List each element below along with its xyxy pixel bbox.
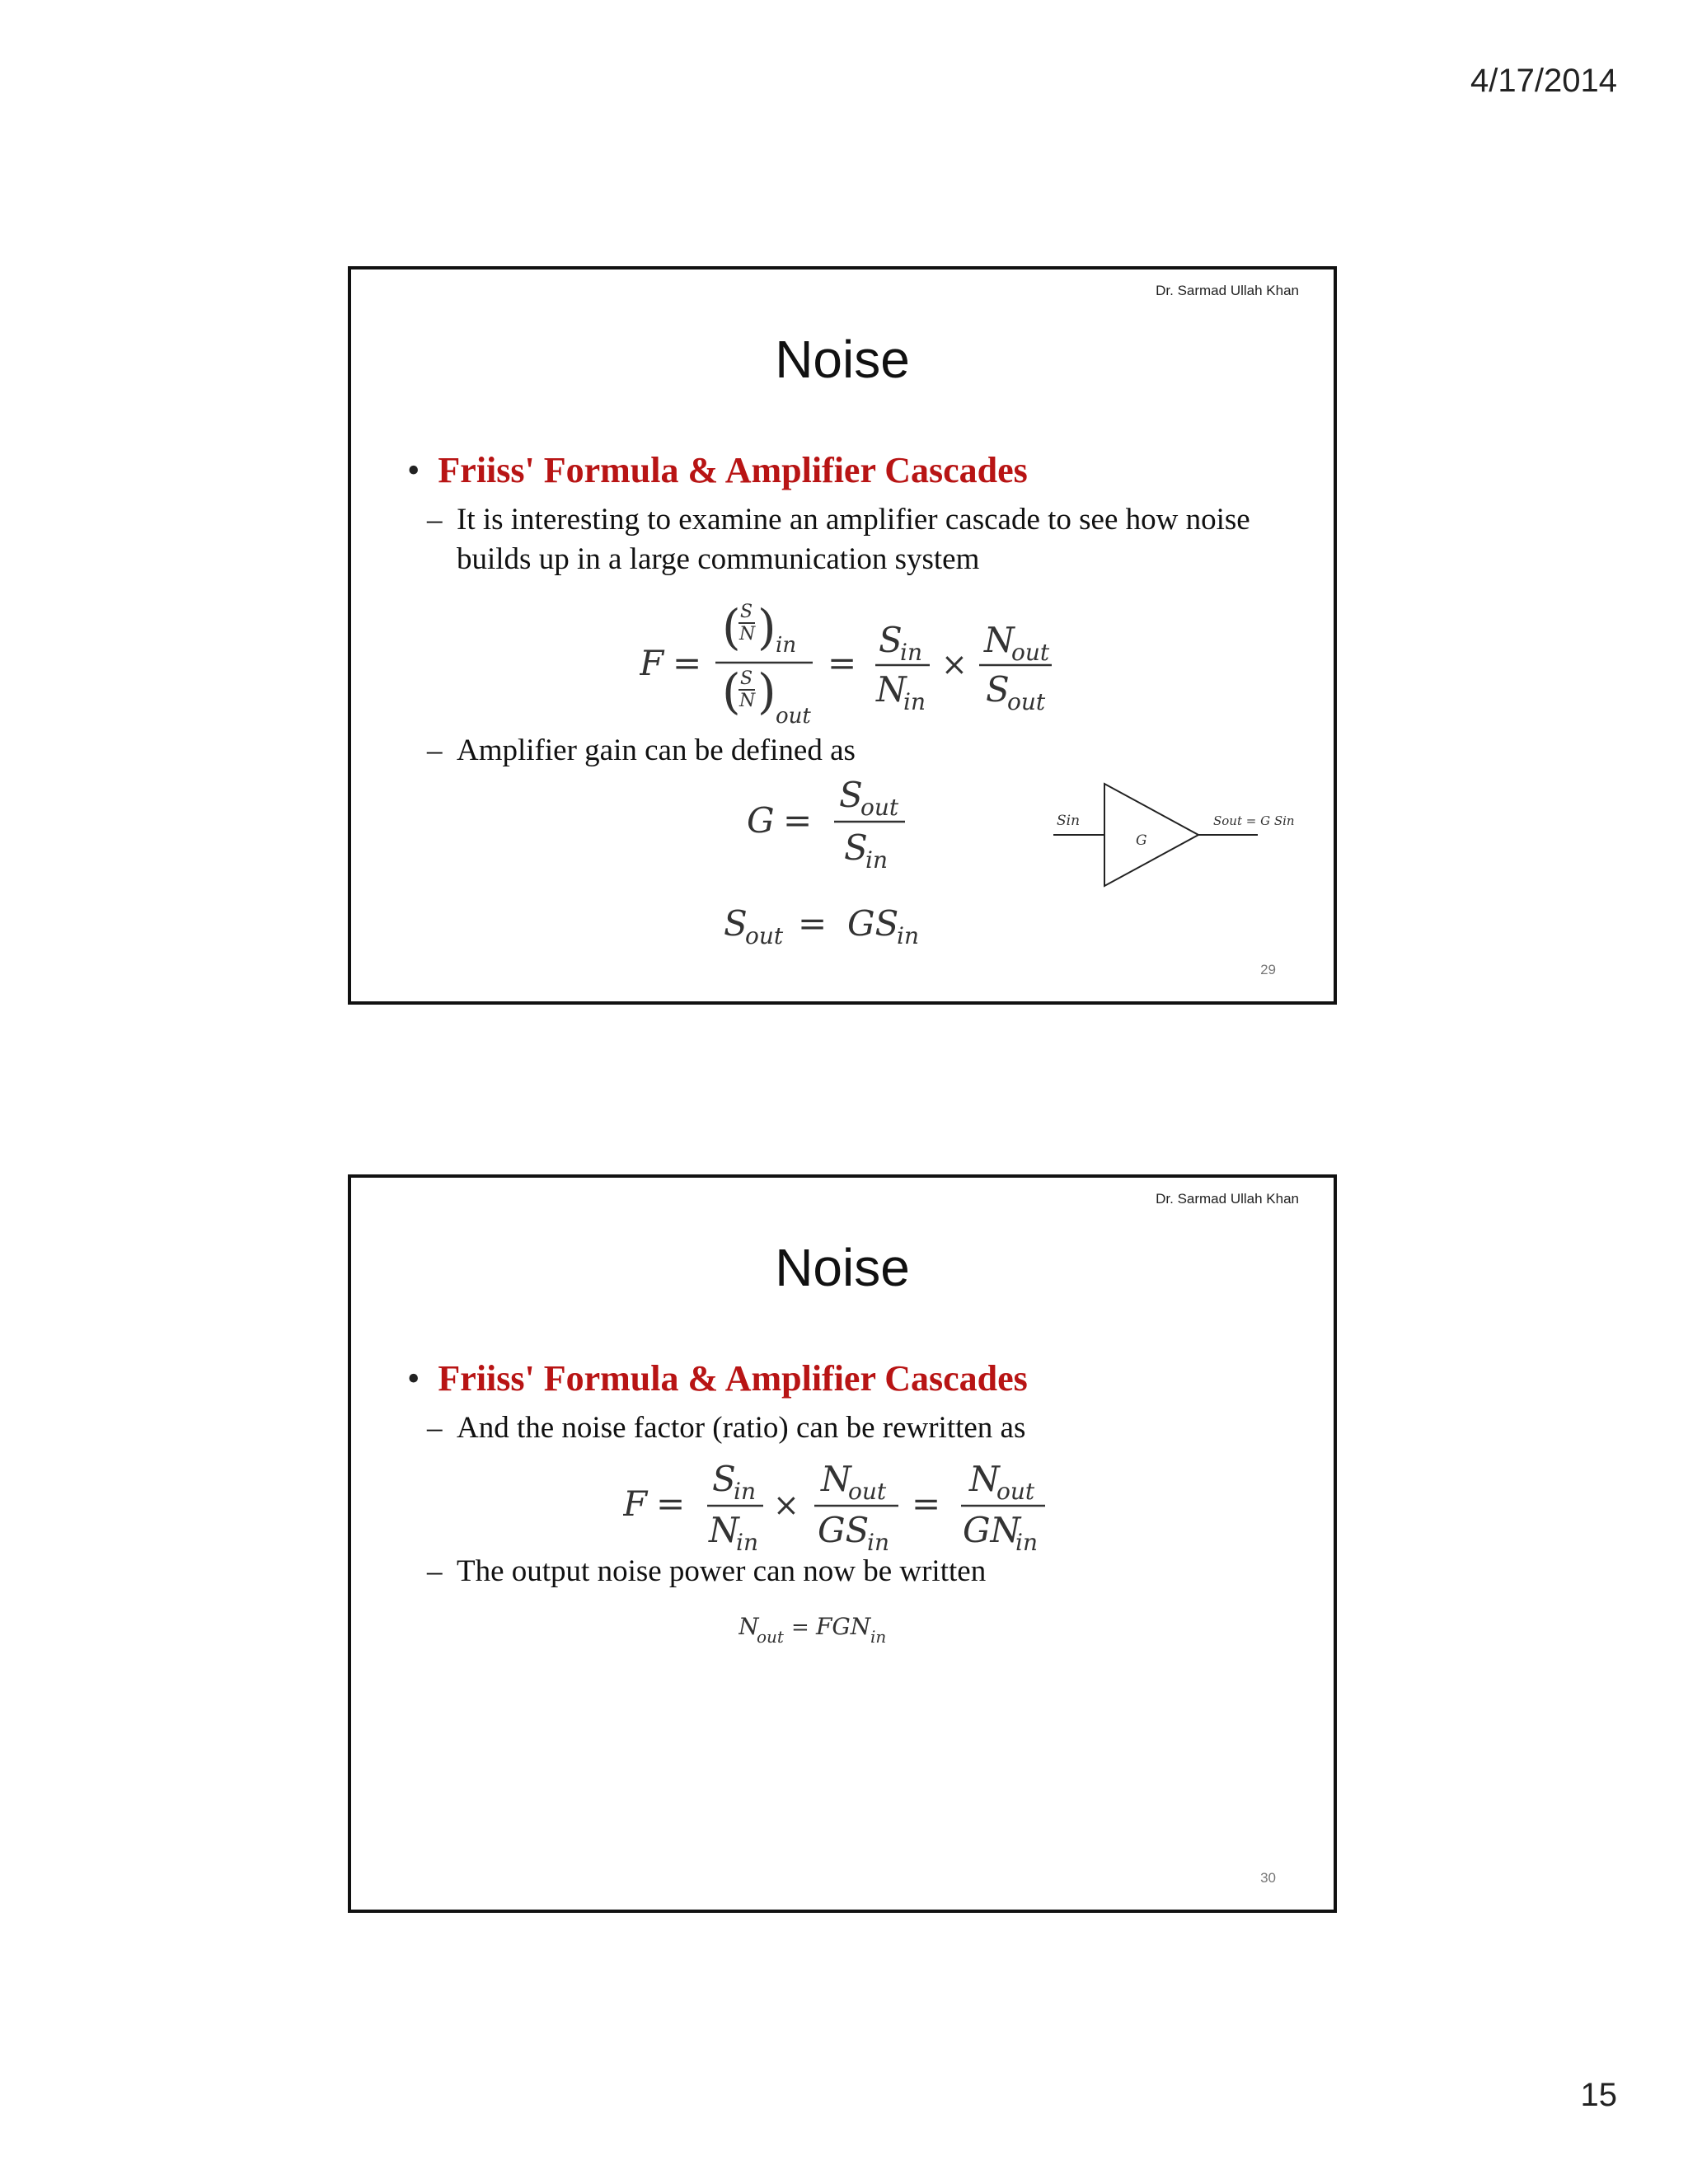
svg-text:S: S (844, 827, 868, 868)
dash-marker: – (427, 1554, 443, 1588)
slide (348, 1174, 1337, 1913)
noise-factor-equation (640, 593, 1101, 733)
svg-text:N: N (739, 624, 756, 644)
noise-factor-rewritten-equation (623, 1450, 1101, 1557)
svg-text:=: = (828, 643, 857, 683)
svg-text:in: in (1015, 1529, 1038, 1556)
svg-text:S: S (879, 620, 903, 660)
bullet-dot: • (407, 450, 420, 490)
sub-bullet-text: And the noise factor (ratio) can be rewritten as (457, 1411, 1026, 1445)
dash-marker: – (427, 1411, 443, 1445)
dash-marker: – (427, 503, 443, 537)
slide-author: Dr. Sarmad Ullah Khan (1156, 1191, 1299, 1207)
svg-text:F: F (640, 643, 664, 683)
svg-text:GN: GN (963, 1510, 1021, 1550)
svg-text:=: = (791, 1615, 809, 1640)
svg-text:out: out (1007, 688, 1046, 715)
svg-text:GS: GS (818, 1510, 870, 1550)
sub-bullet (427, 1408, 1281, 1448)
svg-text:×: × (773, 1487, 799, 1523)
svg-text:=: = (673, 643, 702, 683)
slide-title: Noise (775, 330, 910, 389)
svg-text:N: N (709, 1510, 739, 1550)
svg-text:S: S (712, 1459, 736, 1499)
svg-text:in: in (903, 688, 926, 715)
svg-text:N: N (969, 1459, 1000, 1499)
svg-text:out: out (996, 1478, 1035, 1505)
svg-text:G: G (747, 800, 775, 841)
svg-text:in: in (736, 1529, 758, 1556)
sub-bullet-text: Amplifier gain can be defined as (457, 733, 856, 767)
svg-text:): ) (757, 663, 776, 719)
output-signal-equation (724, 896, 954, 954)
output-noise-equation (738, 1606, 920, 1656)
svg-text:out: out (745, 922, 784, 949)
svg-text:S: S (740, 602, 753, 622)
svg-text:×: × (941, 646, 968, 682)
slide-author: Dr. Sarmad Ullah Khan (1156, 283, 1299, 298)
svg-text:in: in (865, 846, 888, 874)
svg-text:N: N (739, 691, 756, 711)
svg-text:N: N (984, 620, 1015, 660)
svg-text:=: = (783, 800, 813, 841)
svg-text:=: = (912, 1483, 941, 1524)
sub-bullet (427, 1552, 1281, 1591)
svg-text:out: out (757, 1627, 784, 1647)
sub-bullet (427, 500, 1281, 579)
slide (348, 266, 1337, 1005)
svg-text:S: S (839, 775, 863, 815)
sub-bullet-text: It is interesting to examine an amplifier cascade to see how noise builds up in a large communication system (457, 503, 1250, 576)
svg-text:=: = (656, 1483, 686, 1524)
svg-text:N: N (876, 669, 907, 710)
svg-text:N: N (738, 1613, 759, 1640)
svg-text:GS: GS (847, 903, 899, 944)
svg-text:): ) (757, 599, 776, 655)
page-date: 4/17/2014 (1470, 63, 1617, 99)
bullet-heading (407, 449, 1028, 491)
svg-text:in: in (734, 1478, 756, 1505)
slide-number: 29 (1260, 962, 1276, 977)
svg-text:=: = (798, 903, 828, 944)
svg-text:out: out (860, 794, 899, 821)
bullet-heading (407, 1357, 1028, 1399)
amplifier-diagram (1052, 780, 1315, 896)
dash-marker: – (427, 733, 443, 767)
svg-text:N: N (821, 1459, 851, 1499)
sub-bullet (427, 731, 1281, 771)
gain-equation (747, 771, 945, 878)
svg-text:S: S (724, 903, 748, 944)
svg-text:FGN: FGN (816, 1613, 871, 1640)
svg-text:S: S (740, 668, 753, 689)
slide-number: 30 (1260, 1870, 1276, 1886)
svg-text:S: S (986, 669, 1010, 710)
page-number: 15 (1580, 2077, 1617, 2113)
bullet-text: Friiss' Formula & Amplifier Cascades (438, 1358, 1028, 1399)
diagram-input-label: Sin (1057, 813, 1081, 829)
svg-text:in: in (897, 922, 919, 949)
sub-bullet-text: The output noise power can now be written (457, 1554, 987, 1588)
svg-text:in: in (776, 633, 797, 658)
bullet-dot: • (407, 1358, 420, 1399)
svg-text:(: ( (722, 599, 741, 655)
svg-text:in: in (870, 1627, 887, 1647)
bullet-text: Friiss' Formula & Amplifier Cascades (438, 450, 1028, 490)
svg-text:F: F (623, 1483, 648, 1524)
svg-text:out: out (776, 704, 811, 729)
svg-text:(: ( (722, 663, 741, 719)
diagram-gain-label: G (1136, 832, 1147, 849)
diagram-output-label: Sout = G Sin (1213, 813, 1295, 828)
svg-text:out: out (1011, 639, 1050, 666)
slide-title: Noise (775, 1238, 910, 1297)
svg-text:in: in (867, 1529, 889, 1556)
svg-text:out: out (848, 1478, 887, 1505)
svg-text:in: in (900, 639, 922, 666)
